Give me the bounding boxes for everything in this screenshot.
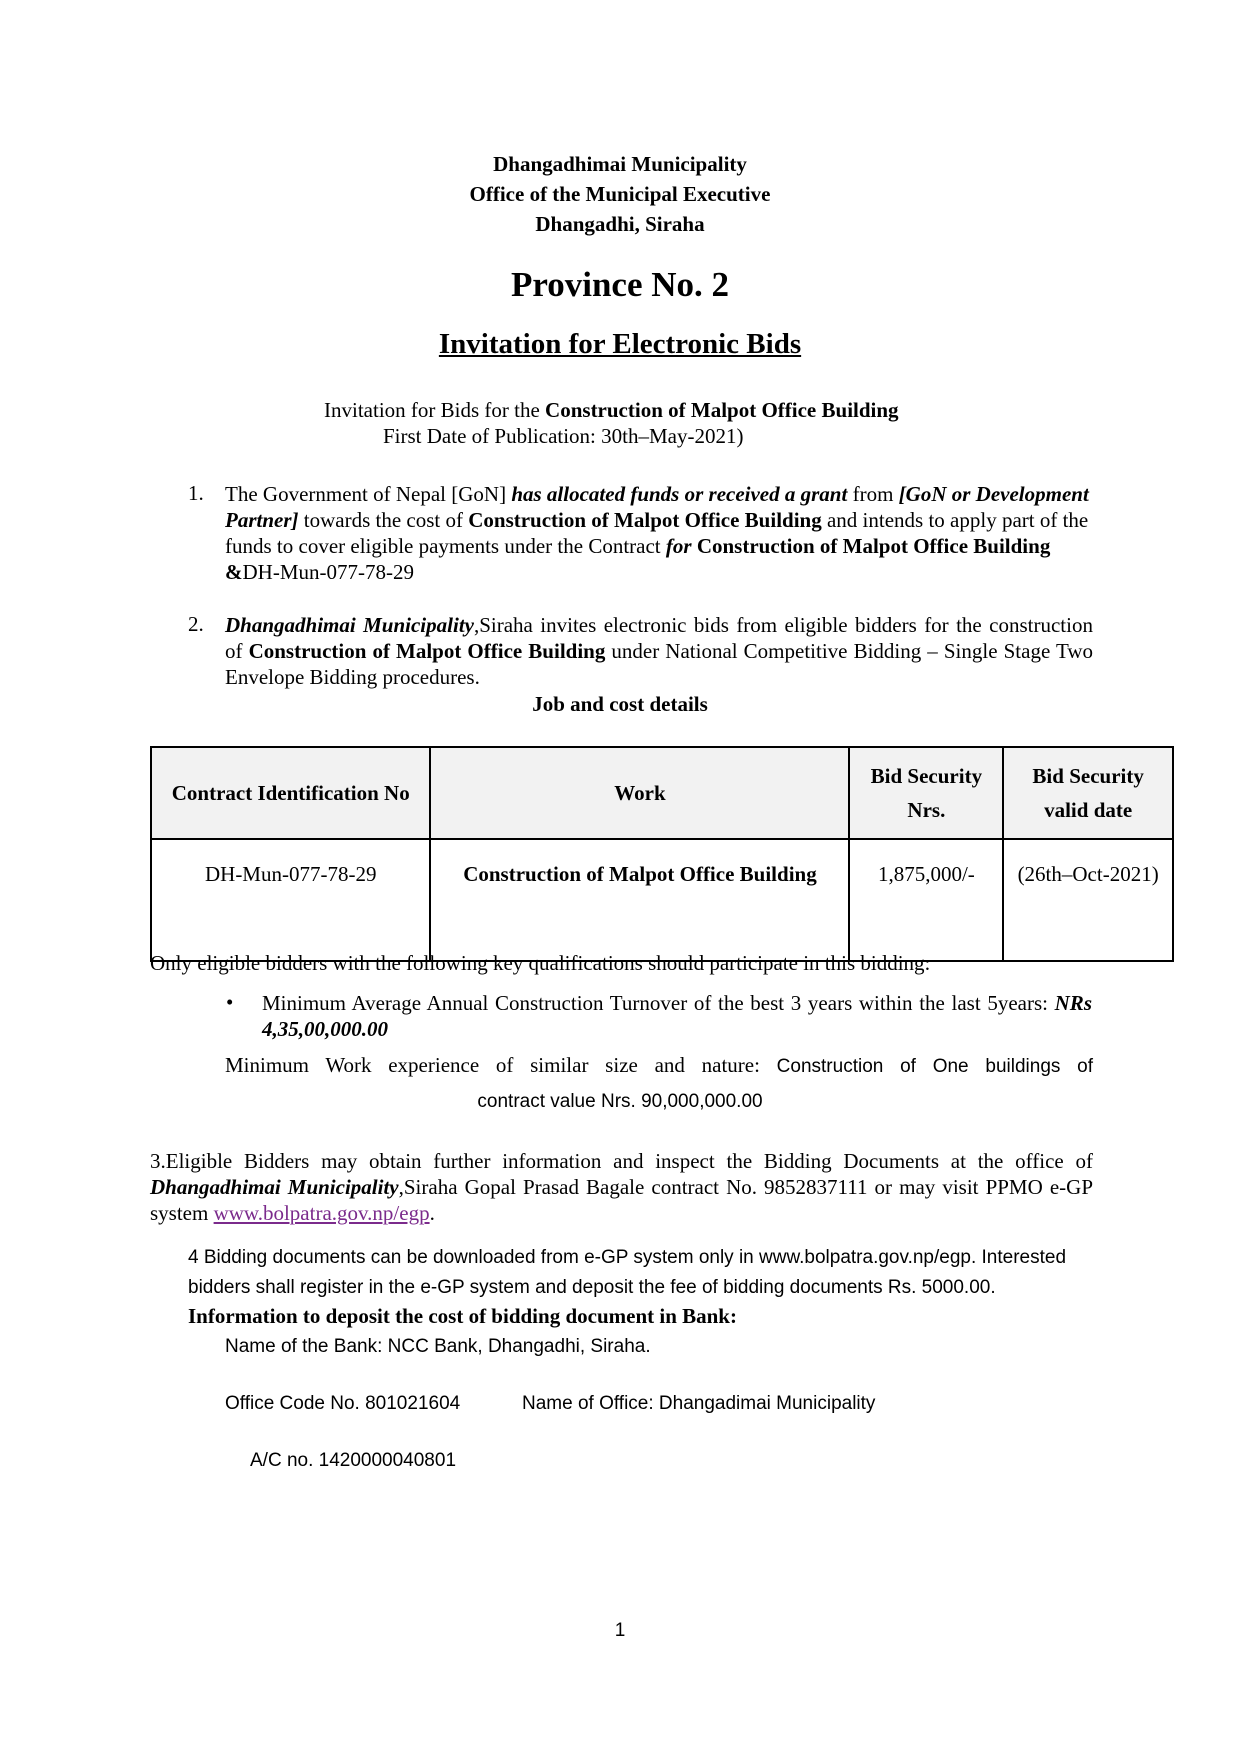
table-row bbox=[151, 839, 1173, 961]
cell-valid-date: (26th–Oct-2021) bbox=[1003, 839, 1173, 961]
para2-text: Dhangadhimai Municipality bbox=[225, 613, 474, 637]
turnover-text: Minimum Average Annual Construction Turnover of the best 3 years within the last 5years: bbox=[262, 991, 1055, 1015]
egp-link[interactable]: www.bolpatra.gov.np/egp bbox=[213, 1201, 430, 1225]
qualifications-intro: Only eligible bidders with the following key qualifications should participate in this bidding: bbox=[150, 951, 931, 975]
header-work: Work bbox=[430, 747, 849, 839]
header-bid-security-line2: Nrs. bbox=[907, 798, 946, 822]
para4 bbox=[188, 1242, 1088, 1331]
para3-text: 3.Eligible Bidders may obtain further information and inspect the Bidding Documents at the office of bbox=[150, 1149, 1093, 1173]
bank-name: Name of the Bank: NCC Bank, Dhangadhi, Siraha. bbox=[225, 1336, 651, 1357]
para2-number: 2. bbox=[188, 612, 204, 636]
page-number: 1 bbox=[614, 1620, 626, 1641]
experience-contract-value: contract value Nrs. 90,000,000.00 bbox=[477, 1091, 763, 1112]
publication-date: First Date of Publication: 30th–May-2021) bbox=[383, 424, 744, 448]
account-number: A/C no. 1420000040801 bbox=[250, 1450, 457, 1471]
header-valid-date bbox=[1003, 747, 1173, 839]
para1-text: The Government of Nepal [GoN] bbox=[225, 482, 512, 506]
para1-text: [GoN or Development Partner] bbox=[225, 482, 1089, 532]
para1-text: DH-Mun-077-78-29 bbox=[242, 560, 414, 584]
cell-work: Construction of Malpot Office Building bbox=[430, 839, 849, 961]
para2-text: Construction of Malpot Office Building bbox=[248, 639, 606, 663]
para2 bbox=[225, 612, 1093, 690]
para1-text: Construction of Malpot Office Building & bbox=[225, 534, 1051, 584]
header-bid-security-line1: Bid Security bbox=[870, 764, 983, 788]
header-valid-line2: valid date bbox=[1044, 798, 1133, 822]
office-name: Office of the Municipal Executive bbox=[469, 182, 771, 206]
experience-text: Construction of One buildings of bbox=[776, 1056, 1093, 1077]
experience-text: Minimum Work experience of similar size and nature: bbox=[225, 1053, 777, 1077]
turnover-value: NRs 4,35,00,000.00 bbox=[262, 991, 1092, 1041]
para1-text: for bbox=[665, 534, 692, 558]
para3-text: ,Siraha Gopal Prasad Bagale contract No. 9852837111 or may visit PPMO e-GP system bbox=[150, 1175, 1093, 1225]
header-valid-line1: Bid Security bbox=[1032, 764, 1144, 788]
para1-number: 1. bbox=[188, 481, 204, 505]
table-caption: Job and cost details bbox=[532, 692, 708, 716]
bullet-icon: • bbox=[226, 990, 234, 1014]
cell-contract-no: DH-Mun-077-78-29 bbox=[151, 839, 430, 961]
para2-text: ,Siraha invites electronic bids from eligible bidders for the construction of bbox=[225, 613, 1093, 663]
para1-text: has allocated funds or received a grant bbox=[511, 482, 848, 506]
org-name: Dhangadhimai Municipality bbox=[493, 152, 747, 176]
para3 bbox=[150, 1148, 1093, 1226]
para1-text: towards the cost of bbox=[298, 508, 469, 532]
intro-project: Construction of Malpot Office Building bbox=[545, 398, 899, 422]
para1-text: Construction of Malpot Office Building bbox=[468, 508, 822, 532]
para4-bank-heading: Information to deposit the cost of bidding document in Bank: bbox=[188, 1304, 737, 1328]
para4-text: 4 Bidding documents can be downloaded from e-GP system only in www.bolpatra.gov.np/egp. Interested bidders shall register in the e-GP system and deposit the fee of bidding documents Rs. 5000.00. bbox=[188, 1247, 1067, 1298]
office-location: Dhangadhi, Siraha bbox=[535, 212, 705, 236]
para1-text: from bbox=[847, 482, 899, 506]
para2-text: under National Competitive Bidding – Single Stage Two Envelope Bidding procedures. bbox=[225, 639, 1093, 689]
para3-text: Dhangadhimai Municipality bbox=[150, 1175, 399, 1199]
intro-prefix: Invitation for Bids for the bbox=[324, 398, 546, 422]
job-cost-table bbox=[150, 746, 1174, 962]
para3-text: . bbox=[429, 1201, 435, 1225]
experience-requirement bbox=[225, 1053, 1093, 1078]
intro-line bbox=[324, 398, 899, 423]
table-header-row bbox=[151, 747, 1173, 839]
office-name-bank: Name of Office: Dhangadimai Municipality bbox=[522, 1393, 876, 1414]
cell-bid-security: 1,875,000/- bbox=[849, 839, 1003, 961]
document-title: Invitation for Electronic Bids bbox=[438, 328, 802, 360]
province-heading: Province No. 2 bbox=[510, 265, 730, 304]
turnover-requirement bbox=[262, 990, 1092, 1042]
para1 bbox=[225, 481, 1093, 585]
office-code: Office Code No. 801021604 bbox=[225, 1393, 461, 1414]
header-bid-security bbox=[849, 747, 1003, 839]
header-contract-no: Contract Identification No bbox=[151, 747, 430, 839]
para1-text: and intends to apply part of the funds to cover eligible payments under the Contract bbox=[225, 508, 1089, 558]
